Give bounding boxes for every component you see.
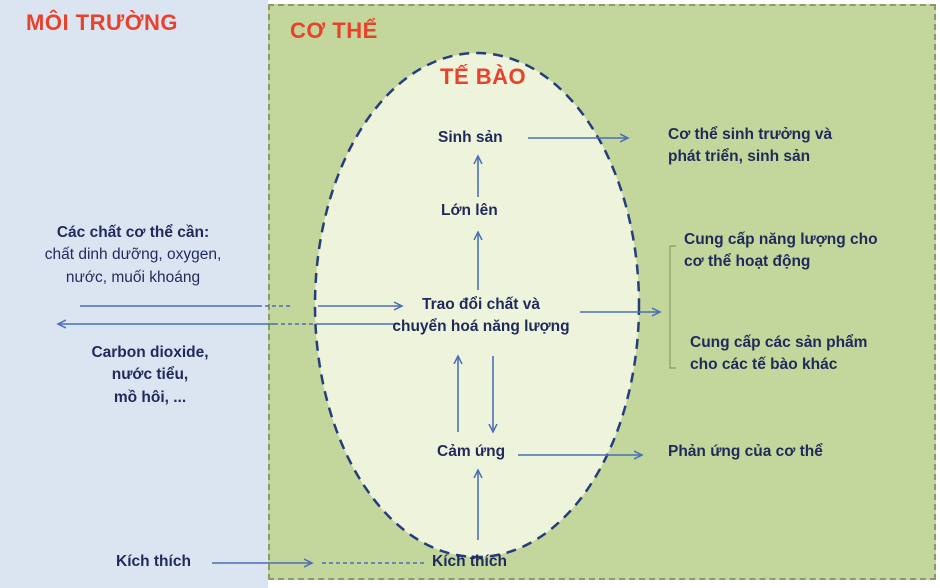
- energy-outcome-line1: Cung cấp năng lượng cho: [684, 231, 878, 248]
- growth-outcome-line1: Cơ thể sinh trưởng và: [668, 126, 833, 143]
- outputs-line3: mồ hôi, ...: [113, 388, 187, 406]
- growth-outcome-label: [668, 124, 832, 169]
- body-title: CƠ THỂ: [290, 18, 378, 43]
- growth-outcome-line2: phát triển, sinh sản: [668, 148, 811, 166]
- response-label: Cảm ứng: [437, 443, 506, 460]
- products-outcome-line1: Cung cấp các sản phẩm: [690, 334, 868, 351]
- outputs-label: [40, 342, 260, 409]
- products-outcome-line2: cho các tế bào khác: [690, 356, 838, 374]
- environment-stimulus-label: Kích thích: [116, 553, 191, 570]
- outputs-line2: nước tiểu,: [111, 366, 189, 384]
- energy-outcome-line2: cơ thể hoạt động: [684, 253, 811, 271]
- inputs-line1: Các chất cơ thể cần:: [56, 224, 210, 241]
- outcomes-bracket: [670, 246, 676, 368]
- metabolism-line2: chuyển hoá năng lượng: [392, 318, 570, 336]
- cell-stimulus-label: Kích thích: [432, 553, 507, 570]
- inputs-line2: chất dinh dưỡng, oxygen,: [44, 246, 222, 264]
- environment-title: MÔI TRƯỜNG: [26, 10, 179, 35]
- metabolism-line1: Trao đổi chất và: [421, 296, 540, 313]
- reproduction-label: Sinh sản: [438, 129, 503, 146]
- outputs-line1: Carbon dioxide,: [91, 344, 209, 361]
- growth-label: Lớn lên: [441, 202, 498, 219]
- cell-title: TẾ BÀO: [440, 64, 527, 89]
- metabolism-label: [366, 294, 596, 339]
- products-outcome-label: [690, 332, 867, 377]
- energy-outcome-label: [684, 229, 878, 274]
- inputs-line3: nước, muối khoáng: [65, 268, 201, 286]
- response-outcome-label: Phản ứng của cơ thể: [668, 443, 823, 460]
- inputs-label: [2, 222, 264, 289]
